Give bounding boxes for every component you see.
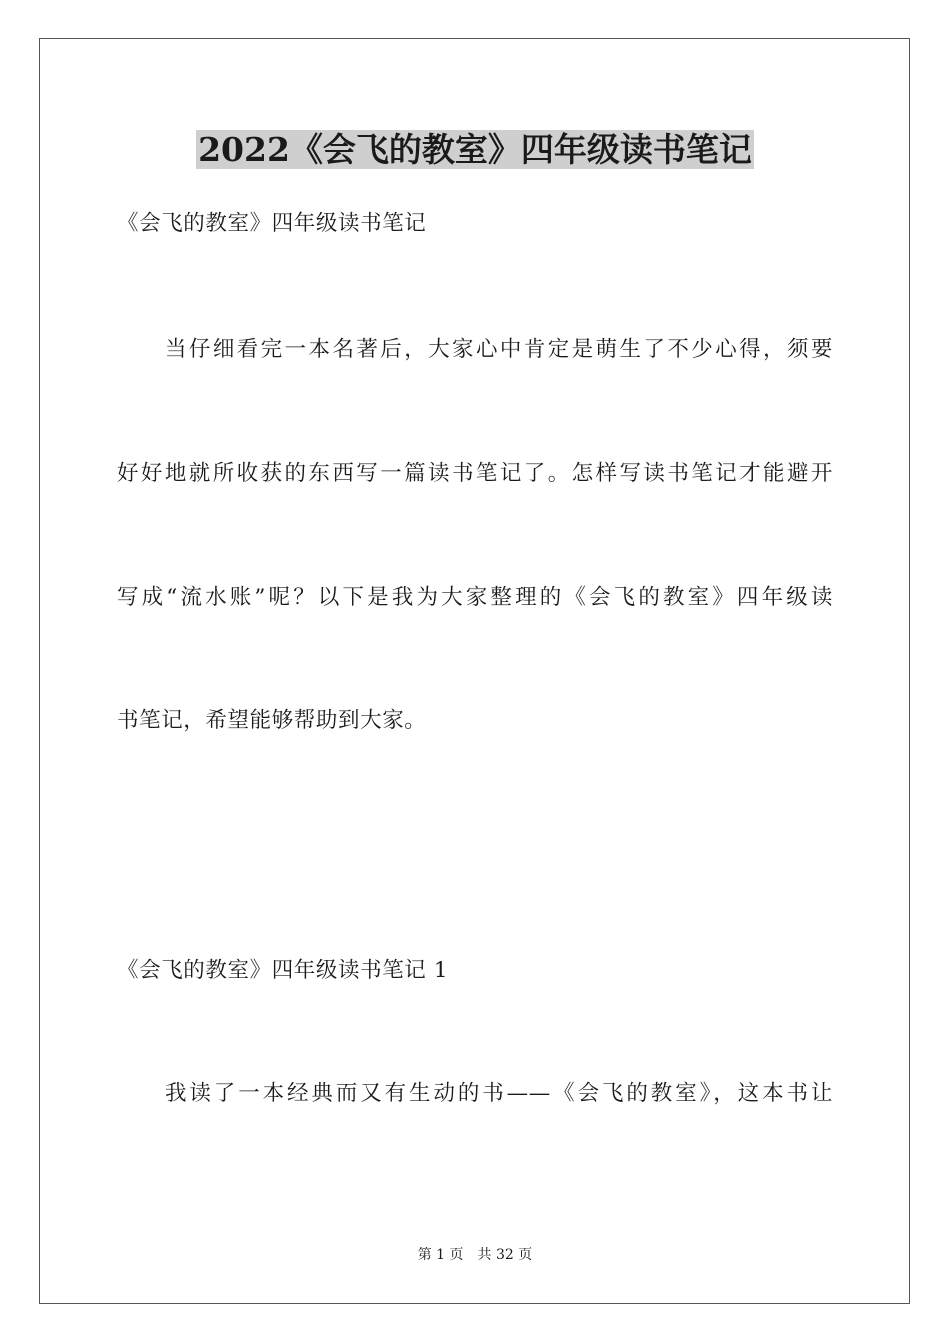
intro-line-4: 书笔记，希望能够帮助到大家。: [117, 708, 427, 733]
document-subtitle: 《会飞的教室》四年级读书笔记: [117, 211, 427, 236]
intro-line-1: 当仔细看完一本名著后，大家心中肯定是萌生了不少心得，须要: [165, 337, 833, 362]
section-line-1: 我读了一本经典而又有生动的书——《会飞的教室》，这本书让: [165, 1081, 833, 1106]
intro-line-2: 好好地就所收获的东西写一篇读书笔记了。怎样写读书笔记才能避开: [117, 461, 833, 486]
page-total: 共 32 页: [477, 1247, 533, 1263]
document-title-text: 2022《会飞的教室》四年级读书笔记: [198, 130, 752, 169]
section-heading: 《会飞的教室》四年级读书笔记 1: [117, 958, 449, 983]
document-title: [0, 128, 950, 172]
page-number: 第 1 页: [417, 1247, 464, 1263]
page-footer: [0, 1245, 950, 1265]
intro-line-3: 写成“流水账”呢？以下是我为大家整理的《会飞的教室》四年级读: [117, 585, 833, 610]
